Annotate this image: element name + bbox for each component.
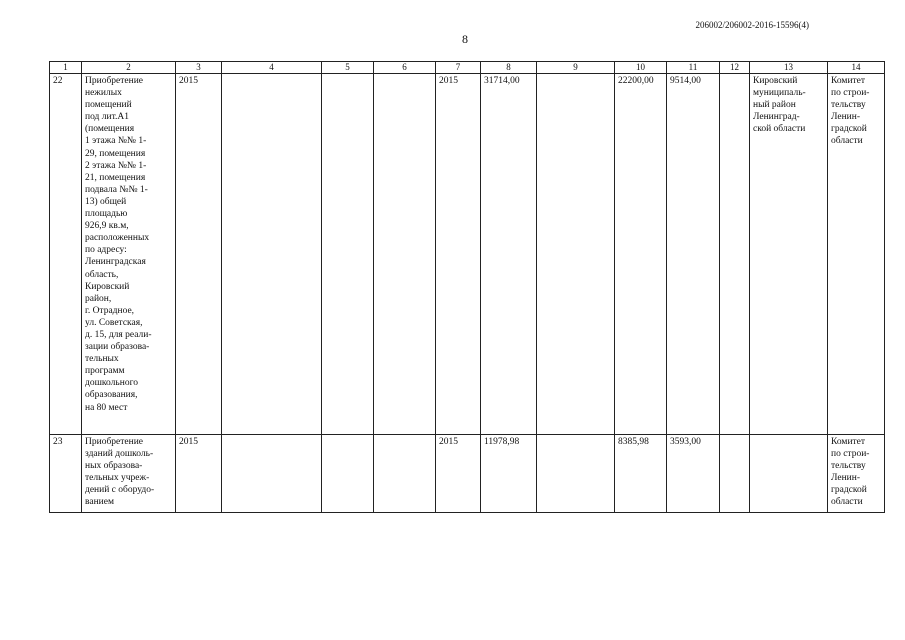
- cell-col-5: [322, 74, 374, 435]
- column-header: 1: [50, 62, 82, 74]
- cell-col-7: 2015: [436, 435, 481, 513]
- cell-col-8: 11978,98: [481, 435, 537, 513]
- cell-col-12: [720, 74, 750, 435]
- cell-col-14: Комитет по строи- тельству Ленин- градской области: [828, 435, 885, 513]
- cell-col-8: 31714,00: [481, 74, 537, 435]
- column-header: 2: [82, 62, 176, 74]
- cell-col-9: [537, 74, 615, 435]
- cell-col-9: [537, 435, 615, 513]
- data-table: [49, 61, 885, 513]
- cell-col-12: [720, 435, 750, 513]
- cell-col-14: Комитет по строи- тельству Ленин- градской области: [828, 74, 885, 435]
- column-header: 5: [322, 62, 374, 74]
- cell-col-4: [222, 74, 322, 435]
- table-row: [50, 74, 885, 435]
- cell-col-13: [750, 435, 828, 513]
- page-number: 8: [462, 32, 468, 46]
- column-header: 9: [537, 62, 615, 74]
- column-header: 6: [374, 62, 436, 74]
- column-header: 3: [176, 62, 222, 74]
- cell-col-6: [374, 435, 436, 513]
- cell-col-10: 8385,98: [615, 435, 667, 513]
- cell-col-3: 2015: [176, 74, 222, 435]
- column-header: 14: [828, 62, 885, 74]
- cell-col-10: 22200,00: [615, 74, 667, 435]
- cell-col-5: [322, 435, 374, 513]
- cell-col-13: Кировский муниципаль- ный район Ленинград- ской области: [750, 74, 828, 435]
- column-header: 11: [667, 62, 720, 74]
- table-header-row: [50, 62, 885, 74]
- cell-col-11: 3593,00: [667, 435, 720, 513]
- column-header: 4: [222, 62, 322, 74]
- column-header: 13: [750, 62, 828, 74]
- table-row: [50, 435, 885, 513]
- column-header: 7: [436, 62, 481, 74]
- cell-col-11: 9514,00: [667, 74, 720, 435]
- item-description: Приобретение зданий дошколь- ных образова- тельных учреж- дений с оборудо- ванием: [82, 435, 176, 513]
- cell-col-4: [222, 435, 322, 513]
- cell-col-3: 2015: [176, 435, 222, 513]
- cell-col-7: 2015: [436, 74, 481, 435]
- column-header: 10: [615, 62, 667, 74]
- column-header: 12: [720, 62, 750, 74]
- column-header: 8: [481, 62, 537, 74]
- item-description: Приобретение нежилых помещений под лит.А1 (помещения 1 этажа №№ 1- 29, помещения 2 этажа №№ 1- 21, помещения подвала №№ 1- 13) общей площадью 926,9 кв.м, расположенных по адресу: Ленинградская область, Кировский район, г. Отрадное, ул. Советская, д. 15, для реали- зации образова- тельных программ дошкольного образования, на 80 мест: [82, 74, 176, 435]
- document-id: 206002/206002-2016-15596(4): [695, 20, 809, 30]
- cell-col-6: [374, 74, 436, 435]
- row-number: 22: [50, 74, 82, 435]
- row-number: 23: [50, 435, 82, 513]
